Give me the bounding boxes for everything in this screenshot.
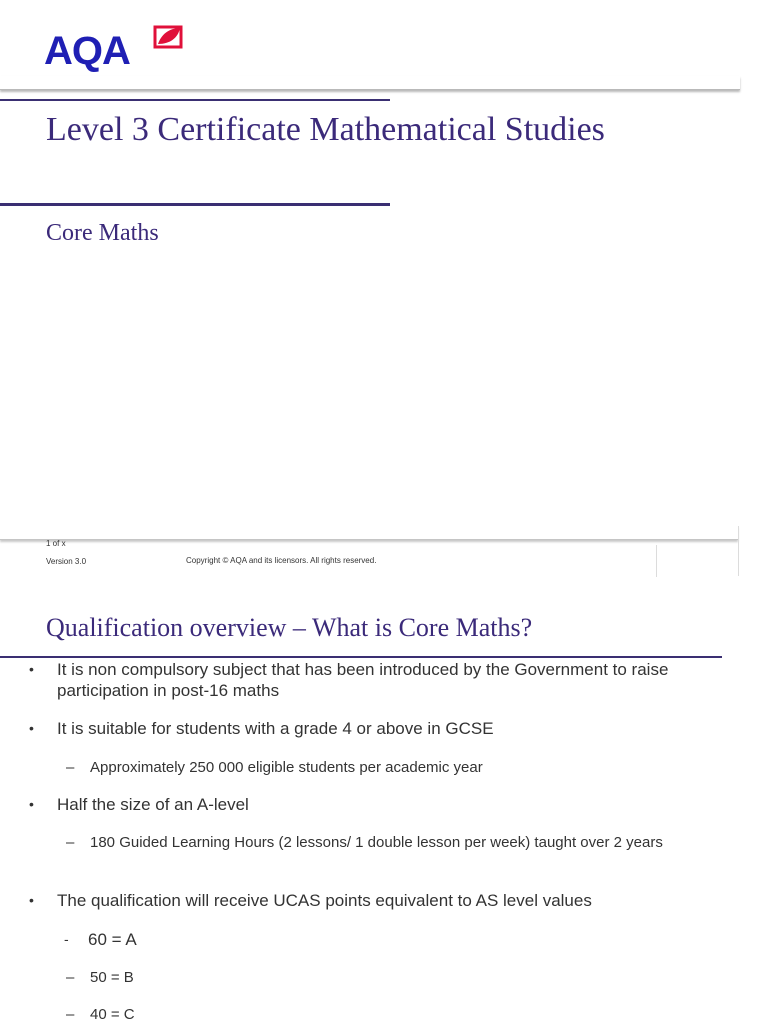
- list-item: [29, 794, 707, 815]
- slide-subtitle: Core Maths: [46, 220, 159, 246]
- dash-marker: –: [66, 969, 75, 986]
- title-rule-top: [0, 99, 390, 101]
- list-item-text: 60 = A: [88, 930, 137, 949]
- dash-marker: –: [66, 759, 75, 776]
- logo-mark-leaf: [158, 28, 180, 44]
- list-item: [66, 758, 710, 778]
- list-item-text: It is suitable for students with a grade 4 or above in GCSE: [57, 719, 494, 738]
- footer-separator: [656, 545, 657, 577]
- list-item-text: Approximately 250 000 eligible students per academic year: [90, 759, 483, 776]
- slide2-title-rule: [0, 656, 722, 658]
- aqa-leaf-logo-mark-icon: [152, 24, 184, 50]
- bullet-marker: •: [29, 720, 34, 736]
- list-item: [64, 929, 688, 950]
- footer-right-edge: [738, 526, 739, 576]
- header-divider: [0, 76, 740, 90]
- list-item-text: It is non compulsory subject that has been introduced by the Government to raise participation in post-16 maths: [57, 660, 669, 700]
- list-item-text: 180 Guided Learning Hours (2 lessons/ 1 double lesson per week) taught over 2 years: [90, 834, 663, 851]
- dash-marker: –: [66, 834, 75, 851]
- dash-marker: –: [66, 1006, 75, 1023]
- slide2-title: Qualification overview – What is Core Maths?: [46, 613, 533, 642]
- list-item-text: 40 = C: [90, 1006, 135, 1023]
- bullet-marker: •: [29, 892, 34, 908]
- footer-divider: [0, 526, 738, 540]
- version-label: Version 3.0: [46, 557, 87, 566]
- aqa-logo-text: AQA: [44, 29, 130, 73]
- slide-title: Level 3 Certificate Mathematical Studies: [46, 111, 605, 148]
- list-item: [66, 1005, 690, 1025]
- bullet-marker: •: [29, 796, 34, 812]
- list-item-text: The qualification will receive UCAS points equivalent to AS level values: [57, 891, 592, 910]
- list-item: [66, 968, 690, 988]
- list-item-text: 50 = B: [90, 969, 134, 986]
- title-rule-bottom: [0, 203, 390, 206]
- list-item: [29, 718, 707, 739]
- list-item: [29, 890, 707, 911]
- list-item-text: Half the size of an A-level: [57, 795, 249, 814]
- list-item: [29, 659, 707, 701]
- bullet-marker: •: [29, 661, 34, 677]
- list-item: [66, 833, 710, 853]
- page-count: 1 of x: [46, 539, 66, 548]
- copyright-notice: Copyright © AQA and its licensors. All rights reserved.: [186, 556, 377, 565]
- dash-marker: -: [64, 931, 69, 947]
